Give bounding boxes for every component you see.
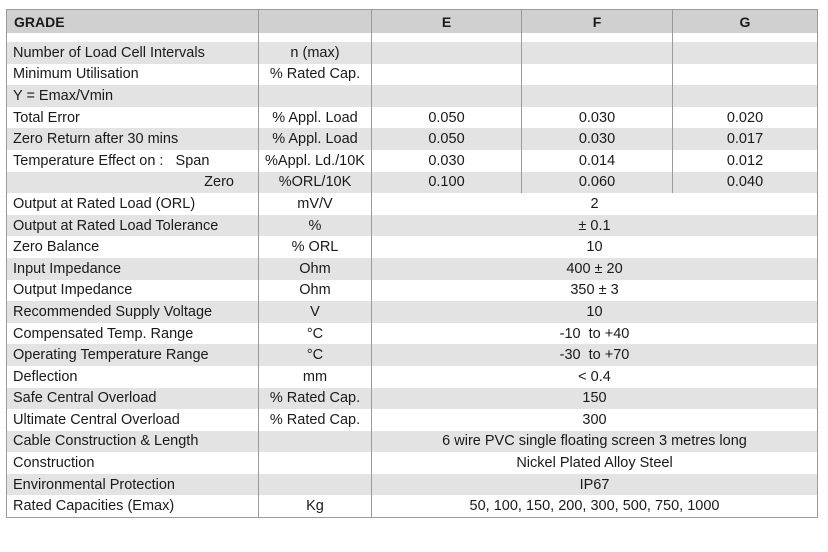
row-label: Zero	[7, 172, 259, 194]
row-label: Construction	[7, 452, 259, 474]
grade-e-header: E	[372, 10, 522, 34]
row-unit: n (max)	[259, 42, 372, 64]
row-value: -10 to +40	[372, 323, 818, 345]
row-label: Deflection	[7, 366, 259, 388]
spacer-row	[7, 33, 818, 42]
table-row	[7, 128, 818, 150]
row-unit: % Rated Cap.	[259, 64, 372, 86]
value-f: 0.060	[522, 172, 673, 194]
value-g: 0.017	[673, 128, 818, 150]
specification-table	[6, 9, 818, 518]
row-label: Ultimate Central Overload	[7, 409, 259, 431]
value-g	[673, 64, 818, 86]
value-e: 0.030	[372, 150, 522, 172]
value-e: 0.100	[372, 172, 522, 194]
table-row	[7, 409, 818, 431]
table-row	[7, 236, 818, 258]
row-unit: Kg	[259, 495, 372, 517]
row-unit: % Rated Cap.	[259, 409, 372, 431]
value-e: 0.050	[372, 107, 522, 129]
row-unit	[259, 474, 372, 496]
table-row	[7, 150, 818, 172]
row-value: Nickel Plated Alloy Steel	[372, 452, 818, 474]
row-value: 6 wire PVC single floating screen 3 metres long	[372, 431, 818, 453]
value-e	[372, 64, 522, 86]
grade-header: GRADE	[7, 10, 259, 34]
value-g: 0.040	[673, 172, 818, 194]
row-label: Input Impedance	[7, 258, 259, 280]
row-value: IP67	[372, 474, 818, 496]
table-row	[7, 323, 818, 345]
table-row	[7, 495, 818, 517]
row-unit: °C	[259, 344, 372, 366]
value-f: 0.030	[522, 128, 673, 150]
row-label: Cable Construction & Length	[7, 431, 259, 453]
row-unit: mm	[259, 366, 372, 388]
row-label: Compensated Temp. Range	[7, 323, 259, 345]
row-label: Recommended Supply Voltage	[7, 301, 259, 323]
row-value: < 0.4	[372, 366, 818, 388]
row-label: Number of Load Cell Intervals	[7, 42, 259, 64]
header-row	[7, 10, 818, 34]
value-g: 0.012	[673, 150, 818, 172]
row-value: 300	[372, 409, 818, 431]
row-unit: % ORL	[259, 236, 372, 258]
row-label: Temperature Effect on : Span	[7, 150, 259, 172]
value-e	[372, 85, 522, 107]
row-unit	[259, 85, 372, 107]
table-row	[7, 452, 818, 474]
row-value: 10	[372, 301, 818, 323]
table-row	[7, 215, 818, 237]
row-value: 150	[372, 388, 818, 410]
row-unit: % Appl. Load	[259, 128, 372, 150]
value-g	[673, 85, 818, 107]
table-row	[7, 107, 818, 129]
table-row	[7, 344, 818, 366]
value-f: 0.030	[522, 107, 673, 129]
row-label: Output at Rated Load Tolerance	[7, 215, 259, 237]
row-unit: % Appl. Load	[259, 107, 372, 129]
row-value: -30 to +70	[372, 344, 818, 366]
table-row	[7, 193, 818, 215]
row-unit: V	[259, 301, 372, 323]
value-g	[673, 42, 818, 64]
row-label: Operating Temperature Range	[7, 344, 259, 366]
units-header	[259, 10, 372, 34]
row-value: 2	[372, 193, 818, 215]
row-unit: mV/V	[259, 193, 372, 215]
row-label: Y = Emax/Vmin	[7, 85, 259, 107]
row-label: Output at Rated Load (ORL)	[7, 193, 259, 215]
table-row	[7, 280, 818, 302]
row-unit	[259, 452, 372, 474]
table-row	[7, 388, 818, 410]
row-value: 50, 100, 150, 200, 300, 500, 750, 1000	[372, 495, 818, 517]
table-row	[7, 42, 818, 64]
row-label: Rated Capacities (Emax)	[7, 495, 259, 517]
value-e: 0.050	[372, 128, 522, 150]
row-unit: Ohm	[259, 280, 372, 302]
row-value: ± 0.1	[372, 215, 818, 237]
row-unit: °C	[259, 323, 372, 345]
value-e	[372, 42, 522, 64]
row-label: Output Impedance	[7, 280, 259, 302]
table-row	[7, 474, 818, 496]
grade-g-header: G	[673, 10, 818, 34]
value-g: 0.020	[673, 107, 818, 129]
row-unit: %	[259, 215, 372, 237]
row-label: Safe Central Overload	[7, 388, 259, 410]
row-unit: % Rated Cap.	[259, 388, 372, 410]
row-unit: %Appl. Ld./10K	[259, 150, 372, 172]
table-row	[7, 366, 818, 388]
value-f	[522, 85, 673, 107]
table-row	[7, 172, 818, 194]
value-f	[522, 42, 673, 64]
value-f	[522, 64, 673, 86]
row-unit: %ORL/10K	[259, 172, 372, 194]
table-row	[7, 301, 818, 323]
grade-f-header: F	[522, 10, 673, 34]
table-row	[7, 431, 818, 453]
row-unit: Ohm	[259, 258, 372, 280]
row-label: Total Error	[7, 107, 259, 129]
row-label: Zero Balance	[7, 236, 259, 258]
row-unit	[259, 431, 372, 453]
row-label: Minimum Utilisation	[7, 64, 259, 86]
value-f: 0.014	[522, 150, 673, 172]
row-label: Zero Return after 30 mins	[7, 128, 259, 150]
row-value: 350 ± 3	[372, 280, 818, 302]
row-value: 400 ± 20	[372, 258, 818, 280]
row-value: 10	[372, 236, 818, 258]
table-row	[7, 64, 818, 86]
table-row	[7, 258, 818, 280]
row-label: Environmental Protection	[7, 474, 259, 496]
table-row	[7, 85, 818, 107]
